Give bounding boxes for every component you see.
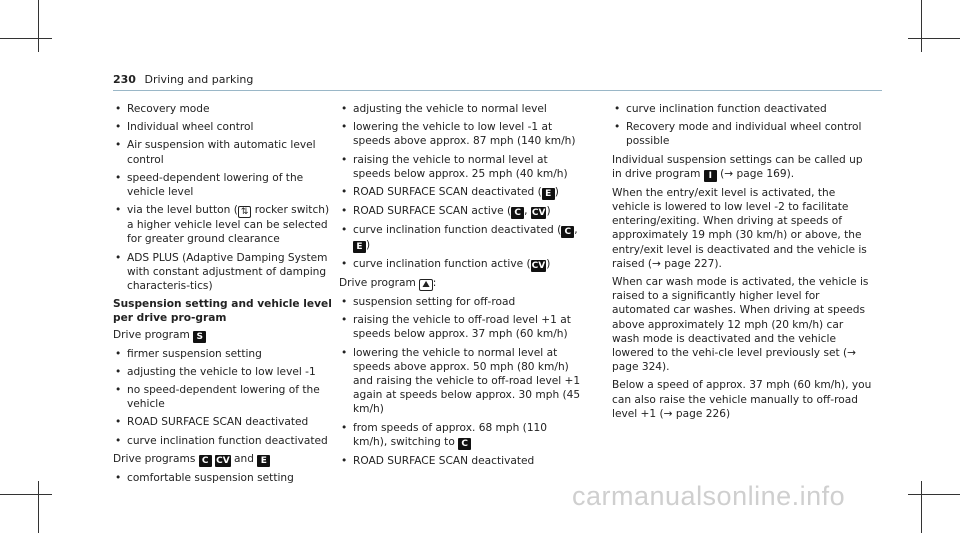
list-item: • ROAD SURFACE SCAN deactivated <box>339 454 583 468</box>
list-item: • ADS PLUS (Adaptive Damping System with constant adjustment of damping characteris-tics) <box>113 251 333 294</box>
list-item <box>339 421 583 450</box>
page-header <box>113 73 253 87</box>
text-fragment: ) <box>554 186 559 199</box>
drive-program-e-icon: E <box>353 241 366 253</box>
feature-list <box>113 102 333 293</box>
column-1 <box>113 102 333 489</box>
list-item: • adjusting the vehicle to low level -1 <box>113 365 333 379</box>
crop-mark <box>38 0 39 52</box>
page-number: 230 <box>113 73 136 86</box>
drive-program-c-icon: C <box>199 455 212 467</box>
comfort-list <box>113 471 333 485</box>
list-item: • lowering the vehicle to normal level at speeds above approx. 50 mph (80 km/h) and raising the vehicle to off-road level +1 again at speeds below approx. 30 mph (45 km/h) <box>339 346 583 417</box>
offroad-program-icon: ⛰ <box>419 279 433 291</box>
list-item: • curve inclination function deactivated <box>612 102 872 116</box>
drive-program-e-icon: E <box>257 455 270 467</box>
text-fragment: from speeds of approx. 68 mph (110 km/h), switching to <box>353 421 548 448</box>
text-fragment: rocker switch) a higher vehicle level can be selected for greater ground clearance <box>127 204 330 246</box>
drive-program-s-icon: S <box>193 331 206 343</box>
drive-program-cv-icon: CV <box>531 261 546 272</box>
list-item: • lowering the vehicle to low level -1 at speeds above approx. 87 mph (140 km/h) <box>339 120 583 148</box>
subheading: Suspension setting and vehicle level per drive pro-gram <box>113 298 332 325</box>
list-item: • Individual wheel control <box>113 120 333 134</box>
crop-mark <box>908 38 960 39</box>
crop-mark <box>38 481 39 533</box>
text-fragment: Drive program <box>113 328 194 341</box>
list-item: • speed-dependent lowering of the vehicle level <box>113 171 333 199</box>
drive-program-c-icon: C <box>561 226 574 238</box>
list-item: • ROAD SURFACE SCAN deactivated <box>113 415 333 429</box>
text-fragment: , <box>524 205 531 218</box>
text-fragment: ) <box>546 205 551 218</box>
drive-program-c-icon: C <box>511 207 524 219</box>
header-rule <box>113 90 882 91</box>
section-title: Driving and parking <box>144 73 254 86</box>
paragraph: When the entry/exit level is activated, the vehicle is lowered to low level -2 to facilitate entering/exiting. When driving at speeds of approximately 19 mph (30 km/h) or above, the entry/exit level is deactivated and the vehicle is raised (→ page 227). <box>612 186 867 270</box>
list-item: • raising the vehicle to normal level at speeds below approx. 25 mph (40 km/h) <box>339 153 583 181</box>
text-fragment: ) <box>366 239 371 252</box>
list-item: • raising the vehicle to off-road level +1 at speeds below approx. 37 mph (60 km/h) <box>339 313 583 341</box>
list-item <box>113 203 333 246</box>
list-item: • Recovery mode <box>113 102 333 116</box>
text-fragment: ROAD SURFACE SCAN deactivated ( <box>353 186 542 199</box>
list-item: • Recovery mode and individual wheel control possible <box>612 120 872 148</box>
text-fragment: Drive program <box>339 277 420 290</box>
crop-mark <box>0 494 52 495</box>
list-item: • adjusting the vehicle to normal level <box>339 102 583 116</box>
text-fragment: via the level button ( <box>127 204 238 217</box>
text-fragment: , <box>574 224 578 237</box>
text-fragment: Drive programs <box>113 452 199 465</box>
watermark: carmanualsonline.info <box>572 481 846 511</box>
text-fragment: curve inclination function deactivated ( <box>353 224 562 237</box>
list-item <box>339 204 583 219</box>
paragraph <box>113 452 333 467</box>
comfort-list-cont <box>339 102 583 272</box>
list-item <box>339 223 583 253</box>
text-fragment: ROAD SURFACE SCAN active ( <box>353 205 512 218</box>
drive-program-i-icon: I <box>704 170 717 182</box>
text-fragment: curve inclination function active ( <box>353 258 531 271</box>
paragraph: Below a speed of approx. 37 mph (60 km/h), you can also raise the vehicle manually to off-road level +1 (→ page 226) <box>612 379 872 420</box>
column-3 <box>612 102 872 425</box>
drive-program-e-icon: E <box>542 188 555 200</box>
paragraph: When car wash mode is activated, the vehicle is raised to a significantly higher level for automated car washes. When driving at speeds above approximately 12 mph (20 km/h) car wash mode is deactivated and the vehicle lowered to the vehi-cle level previously set (→ page 324). <box>612 276 869 374</box>
text-fragment: : <box>432 277 437 290</box>
crop-mark <box>921 481 922 533</box>
paragraph <box>113 328 333 343</box>
list-item <box>339 185 583 200</box>
page-reference: (→ page 169). <box>716 167 795 180</box>
list-item: • curve inclination function deactivated <box>113 434 333 448</box>
level-button-icon: ⇅ <box>238 206 252 218</box>
column-2 <box>339 102 583 472</box>
paragraph <box>339 276 583 291</box>
crop-mark <box>908 494 960 495</box>
drive-program-cv-icon: CV <box>531 208 546 219</box>
offroad-list <box>339 295 583 468</box>
sport-list <box>113 347 333 448</box>
list-item: • Air suspension with automatic level control <box>113 138 333 166</box>
crop-mark <box>0 38 52 39</box>
drive-program-cv-icon: CV <box>216 455 230 466</box>
list-item: • suspension setting for off-road <box>339 295 583 309</box>
list-item: • no speed-dependent lowering of the vehicle <box>113 383 333 411</box>
list-item <box>339 257 583 272</box>
drive-program-c-icon: C <box>458 438 471 450</box>
list-item: • comfortable suspension setting <box>113 471 333 485</box>
text-fragment: ) <box>546 258 551 271</box>
paragraph <box>612 153 872 182</box>
offroad-list-cont <box>612 102 872 149</box>
text-fragment: Individual suspension settings can be called up in drive program <box>612 153 863 180</box>
list-item: • firmer suspension setting <box>113 347 333 361</box>
crop-mark <box>921 0 922 52</box>
text-fragment: and <box>230 452 258 465</box>
